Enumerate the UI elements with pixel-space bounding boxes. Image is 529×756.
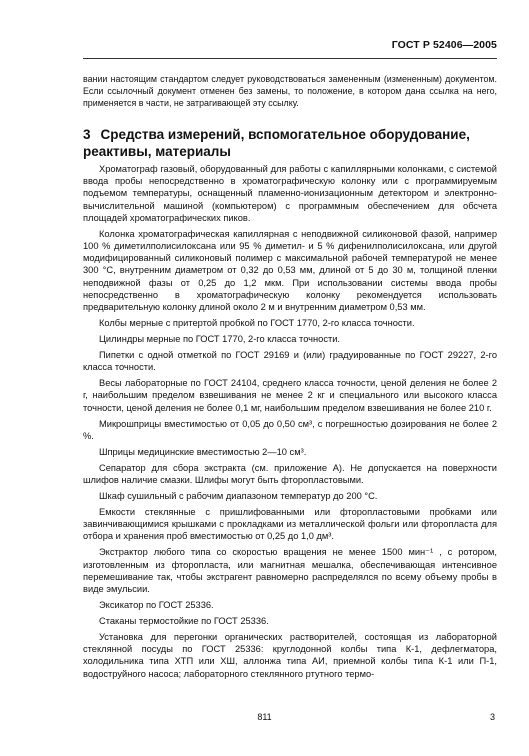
paragraph: Колбы мерные с притертой пробкой по ГОСТ 1770, 2-го класса точности. — [99, 318, 415, 329]
paragraph: Установка для перегонки органических растворителей, состоящая из лабораторной стеклянной посуды по ГОСТ 25336: круглодонной колбы типа К-1, дефлегматора, холодильника типа ХТП или ХШ, аллонжа типа АИ, приемной колбы типа К-1 или П-1, водоструйного насоса; лабораторного стеклянного ртутного термо- — [83, 632, 497, 679]
section-body — [83, 163, 497, 680]
section-heading — [83, 126, 497, 160]
footer-center-number: 811 — [257, 712, 272, 722]
paragraph: Шкаф сушильный с рабочим диапазоном температур до 200 °С. — [99, 491, 378, 502]
paragraph: Цилиндры мерные по ГОСТ 1770, 2-го класса точности. — [99, 334, 341, 345]
document-id-header: ГОСТ Р 52406—2005 — [391, 39, 497, 51]
continuation-block — [83, 74, 497, 109]
section-title: Средства измерений, вспомогательное оборудование, реактивы, материалы — [83, 127, 470, 159]
paragraph: Эксикатор по ГОСТ 25336. — [99, 600, 214, 611]
paragraph: Пипетки с одной отметкой по ГОСТ 29169 и (или) градуированные по ГОСТ 29227, 2-го класса точности. — [83, 350, 497, 373]
paragraph: Сепаратор для сбора экстракта (см. приложение А). Не допускается на поверхности шлифов наличие смазки. Шлифы могут быть фторопластовыми. — [83, 462, 497, 486]
header-rule — [83, 58, 497, 59]
page-number: 3 — [489, 712, 495, 722]
paragraph: Колонка хроматографическая капиллярная с неподвижной силиконовой фазой, например 100 % диметилполисилоксана или 95 % диметил- и 5 % дифенилполисилоксана, или другой модифицированный силиконовый полимер с максимальной рабочей температурой не менее 300 °С, внутренним диаметром от 0,32 до 0,53 мм, длиной от 5 до 30 м, толщиной пленки неподвижной фазы от 0,25 до 1,2 мкм. При использовании системы ввода пробы непосредственно в хроматографическую колонку рекомендуется использовать предварительную колонку длиной около 2 м и внутренним диаметром 0,53 мм. — [83, 228, 497, 313]
paragraph: Хроматограф газовый, оборудованный для работы с капиллярными колонками, с системой ввода пробы непосредственно в хроматографическую колонку или с программируемым подъемом температуры, оснащенный пламенно-ионизационным детектором и электронно-вычислительной машиной (компьютером) с программным обеспечением для обсчета площадей хроматографических пиков. — [83, 164, 497, 223]
continuation-paragraph: вании настоящим стандартом следует руководствоваться замененным (измененным) документом. Если ссылочный документ отменен без замены, то положение, в котором дана ссылка на него, применяется в части, не затрагивающей эту ссылку. — [83, 74, 497, 108]
paragraph: Емкости стеклянные с пришлифованными или фторопластовыми пробками или завинчивающимися крышками с прокладками из металлической фольги или фторопласта для отбора и хранения проб вместимостью от 0,25 до 1,0 дм³. — [83, 507, 497, 542]
section-number: 3 — [83, 127, 91, 142]
paragraph: Стаканы термостойкие по ГОСТ 25336. — [99, 616, 269, 627]
paragraph: Шприцы медицинские вместимостью 2—10 см³. — [99, 446, 307, 457]
paragraph: Экстрактор любого типа со скоростью вращения не менее 1500 мин⁻¹ , с ротором, изготовленным из фторопласта, или магнитная мешалка, обеспечивающая интенсивное перемешивание так, чтобы экстрагент равномерно распределялся по всему объему пробы в виде эмульсии. — [83, 547, 497, 595]
paragraph: Микрошприцы вместимостью от 0,05 до 0,50 см³, с погрешностью дозирования не более 2 %. — [83, 418, 497, 441]
paragraph: Весы лабораторные по ГОСТ 24104, среднего класса точности, ценой деления не более 2 г, наибольшим пределом взвешивания не менее 2 кг и специального или высокого класса точности, ценой деления не более 0,1 мг, наибольшим пределом взвешивания не более 210 г. — [83, 378, 497, 413]
